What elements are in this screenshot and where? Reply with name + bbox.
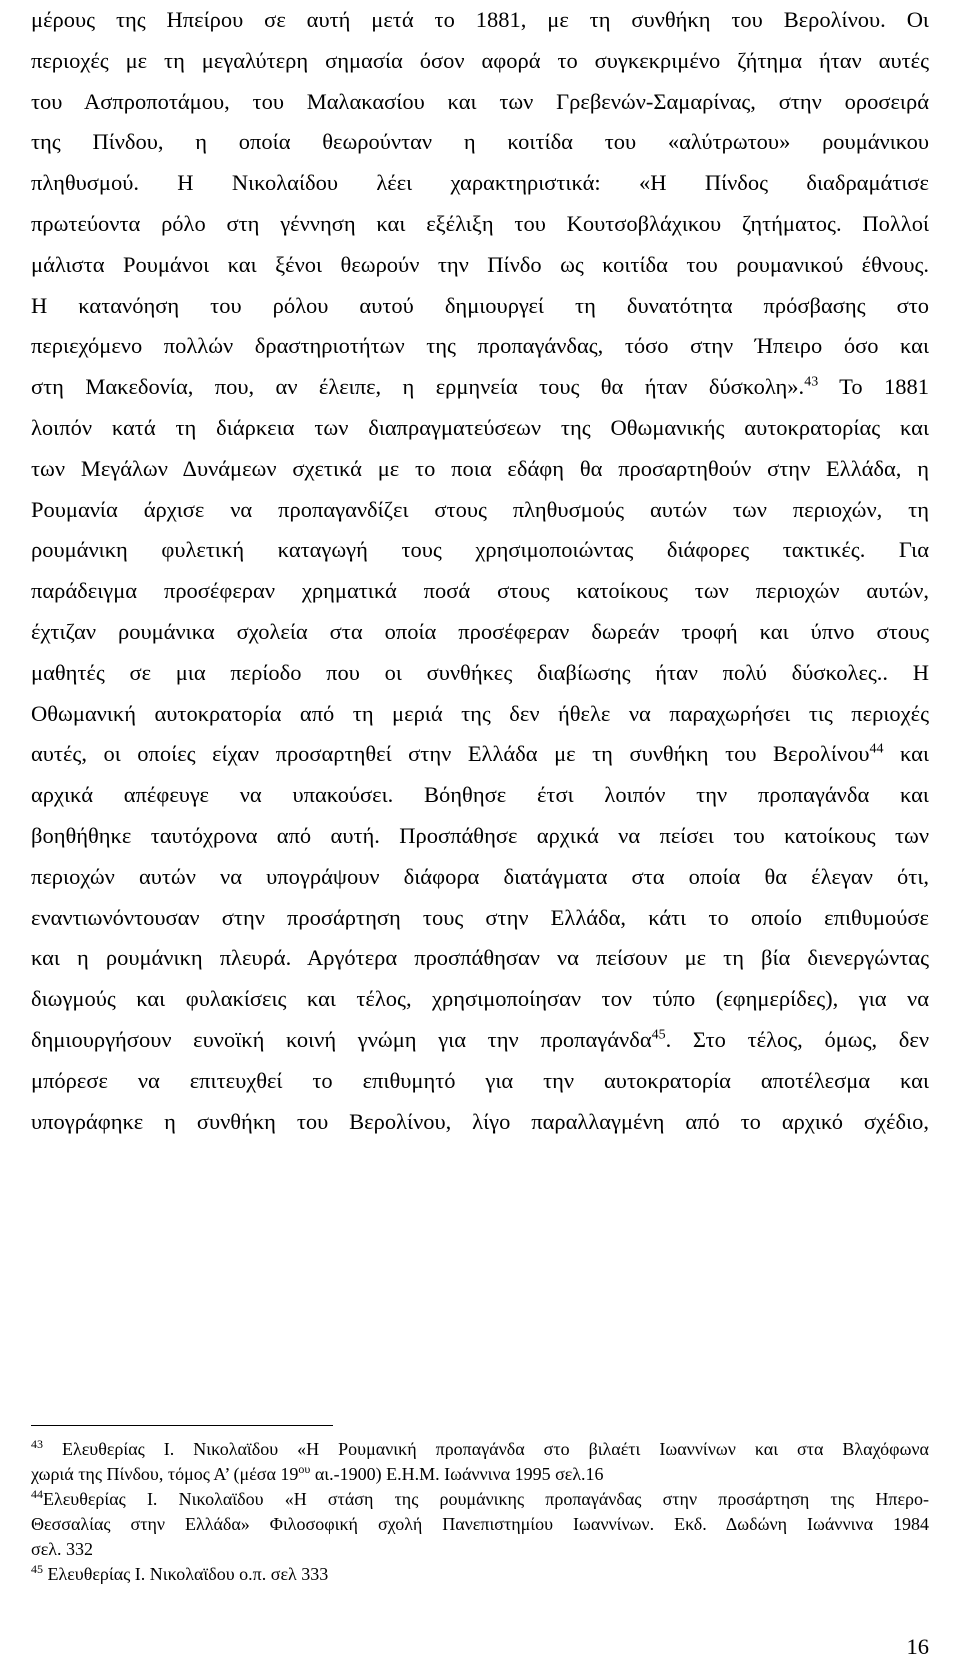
text-segment: λοιπόν κατά τη διάρκεια των διαπραγματεύσεων της Οθωμανικής αυτοκρατορίας και — [31, 415, 929, 440]
page-number: 16 — [906, 1634, 929, 1659]
text-segment: πρωτεύοντα ρόλο στη γέννηση και εξέλιξη του Κουτσοβλάχικου ζητήματος. Πολλοί — [31, 211, 929, 236]
text-line — [31, 612, 929, 652]
footnote-line — [31, 1436, 929, 1462]
text-line — [31, 449, 929, 489]
footnote-text: Ελευθερίας Ι. Νικολαϊδου ο.π. σελ 333 — [43, 1564, 329, 1584]
text-segment: ρουμάνικη φυλετική καταγωγή τους χρησιμοποιώντας διάφορες τακτικές. Για — [31, 537, 929, 563]
text-line — [31, 163, 929, 203]
footnote-text: αι.-1900) Ε.Η.Μ. Ιωάννινα 1995 σελ.16 — [310, 1464, 604, 1484]
text-segment: εναντιωνόντουσαν στην προσάρτηση τους στην Ελλάδα, κάτι το οποίο επιθυμούσε — [31, 904, 929, 930]
text-line — [31, 530, 929, 570]
footnote-reference: 45 — [651, 1027, 666, 1043]
footnote-line — [31, 1511, 929, 1537]
text-line — [31, 979, 929, 1019]
text-segment: περιεχόμενο πολλών δραστηριοτήτων της προπαγάνδας, τόσο στην Ήπειρο όσο και — [31, 333, 929, 359]
text-segment: παράδειγμα προσέφεραν χρηματικά ποσά στους κατοίκους των περιοχών αυτών, — [31, 578, 929, 604]
footnote-text: Ελευθερίας Ι. Νικολαϊδου «Η στάση της ρουμάνικης προπαγάνδας στην προσάρτηση της Ηπερο- — [43, 1489, 929, 1509]
footnote-reference: 44 — [869, 741, 884, 757]
text-line — [31, 367, 929, 407]
text-line — [31, 734, 929, 774]
text-segment: Οθωμανική αυτοκρατορία από τη μεριά της δεν ήθελε να παραχωρήσει τις περιοχές — [31, 700, 929, 726]
footnote-marker: 45 — [31, 1562, 43, 1576]
text-segment: του Ασπροποτάμου, του Μαλακασίου και των Γρεβενών-Σαμαρίνας, στην οροσειρά — [31, 88, 929, 114]
footnote-line — [31, 1461, 929, 1487]
text-line — [31, 82, 929, 122]
footnote-marker: 44 — [31, 1487, 43, 1501]
text-line — [31, 41, 929, 81]
text-segment: Ρουμανία άρχισε να προπαγανδίζει στους πληθυσμούς αυτών των περιοχών, τη — [31, 496, 929, 522]
footnote-marker: 43 — [31, 1437, 43, 1451]
text-segment: στη Μακεδονία, που, αν έλειπε, η ερμηνεία τους θα ήταν δύσκολη». — [31, 374, 805, 400]
text-segment: μάλιστα Ρουμάνοι και ξένοι θεωρούν την Πίνδο ως κοιτίδα του ρουμανικού έθνους. — [31, 251, 929, 277]
text-segment: των Μεγάλων Δυνάμεων σχετικά με το ποια εδάφη θα προσαρτηθούν στην Ελλάδα, η — [31, 455, 929, 481]
footnote-line — [31, 1536, 929, 1562]
text-line — [31, 204, 929, 244]
footnote-text: χωριά της Πίνδου, τόμος Α’ (μέσα 19 — [31, 1464, 299, 1484]
text-segment: αρχικά απέφευγε να υπακούσει. Βόηθησε έτσι λοιπόν την προπαγάνδα και — [31, 782, 929, 808]
text-segment: πληθυσμού. Η Νικολαίδου λέει χαρακτηριστικά: «Η Πίνδος διαδραμάτισε — [31, 170, 929, 196]
text-segment: δημιουργήσουν ευνοϊκή κοινή γνώμη για την προπαγάνδα — [31, 1027, 652, 1052]
text-line — [31, 775, 929, 815]
text-segment: μπόρεσε να επιτευχθεί το επιθυμητό για την αυτοκρατορία αποτέλεσμα και — [31, 1067, 929, 1093]
text-line — [31, 898, 929, 938]
text-segment: και η ρουμάνικη πλευρά. Αργότερα προσπάθησαν να πείσουν με τη βία διενεργώντας — [31, 945, 929, 971]
text-segment: αυτές, οι οποίες είχαν προσαρτηθεί στην Ελλάδα με τη συνθήκη του Βερολίνου — [31, 741, 870, 767]
footnote-text: Θεσσαλίας στην Ελλάδα» Φιλοσοφική σχολή Πανεπιστημίου Ιωαννίνων. Εκδ. Δωδώνη Ιωάννινα 1984 — [31, 1514, 929, 1534]
text-line — [31, 1102, 929, 1142]
text-segment: της Πίνδου, η οποία θεωρούνταν η κοιτίδα του «αλύτρωτου» ρουμάνικου — [31, 129, 929, 155]
footnote-marker: ου — [298, 1462, 311, 1476]
footnote-line — [31, 1561, 929, 1587]
text-segment: . Στο τέλος, όμως, δεν — [665, 1027, 930, 1052]
text-line — [31, 694, 929, 734]
text-segment: Η κατανόηση του ρόλου αυτού δημιουργεί τη δυνατότητα πρόσβασης στο — [31, 292, 929, 318]
text-line — [31, 1061, 929, 1101]
text-segment: Το 1881 — [818, 374, 929, 400]
text-segment: υπογράφηκε η συνθήκη του Βερολίνου, λίγο παραλλαγμένη από το αρχικό σχέδιο, — [31, 1108, 929, 1134]
text-line — [31, 816, 929, 856]
footnote-text: σελ. 332 — [31, 1539, 93, 1559]
text-line — [31, 857, 929, 897]
text-line — [31, 938, 929, 978]
text-segment: βοηθήθηκε ταυτόχρονα από αυτή. Προσπάθησε αρχικά να πείσει του κατοίκους των — [31, 823, 929, 848]
text-segment: μέρους της Ηπείρου σε αυτή μετά το 1881, με τη συνθήκη του Βερολίνου. Οι — [31, 7, 929, 32]
text-line — [31, 326, 929, 366]
footnote-reference: 43 — [804, 374, 819, 390]
text-line — [31, 408, 929, 448]
text-segment: μαθητές σε μια περίοδο που οι συνθήκες διαβίωσης ήταν πολύ δύσκολες.. Η — [31, 659, 929, 685]
text-segment: διωγμούς και φυλακίσεις και τέλος, χρησιμοποίησαν τον τύπο (εφημερίδες), για να — [31, 986, 929, 1012]
text-line — [31, 245, 929, 285]
text-segment: περιοχών αυτών να υπογράψουν διάφορα διατάγματα στα οποία θα έλεγαν ότι, — [31, 863, 929, 889]
text-line — [31, 286, 929, 326]
footnote-line — [31, 1486, 929, 1512]
text-segment: και — [883, 741, 929, 767]
footnote-separator — [31, 1425, 333, 1426]
text-line — [31, 653, 929, 693]
footnote-text: Ελευθερίας Ι. Νικολαϊδου «Η Ρουμανική προπαγάνδα στο βιλαέτι Ιωαννίνων και στα Βλαχόφωνα — [43, 1439, 929, 1459]
text-line — [31, 1020, 929, 1060]
text-line — [31, 571, 929, 611]
text-line — [31, 0, 929, 40]
text-segment: περιοχές με τη μεγαλύτερη σημασία όσον αφορά το συγκεκριμένο ζήτημα ήταν αυτές — [31, 47, 929, 73]
text-line — [31, 490, 929, 530]
text-line — [31, 122, 929, 162]
text-segment: έχτιζαν ρουμάνικα σχολεία στα οποία προσέφεραν δωρεάν τροφή και ύπνο στους — [31, 619, 929, 644]
